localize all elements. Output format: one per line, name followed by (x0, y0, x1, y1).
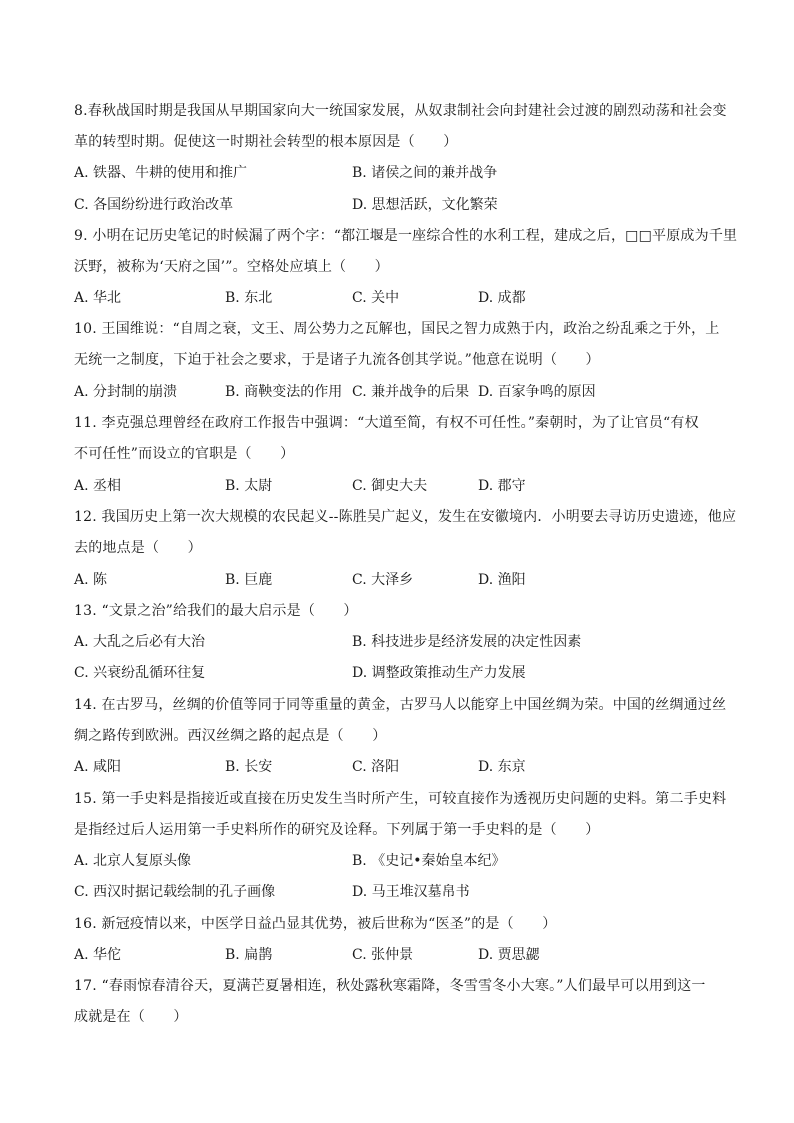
question-10-option-d: D. 百家争鸣的原因 (478, 384, 596, 400)
question-14-stem-line-2: 绸之路传到欧洲。西汉丝绸之路的起点是（ ） (74, 728, 387, 744)
question-11-option-c: C. 御史大夫 (352, 478, 428, 494)
question-11-option-b: B. 太尉 (225, 478, 273, 494)
question-15-option-d: D. 马王堆汉墓帛书 (352, 884, 470, 900)
question-9-option-b: B. 东北 (225, 290, 273, 306)
question-17-stem-line-1: 17. “春雨惊春清谷天，夏满芒夏暑相连，秋处露秋寒霜降，冬雪雪冬小大寒。”人们最早可以用到这一 (74, 978, 706, 994)
question-12-option-a: A. 陈 (74, 572, 108, 588)
question-12-option-d: D. 渔阳 (478, 572, 526, 588)
question-15-option-a: A. 北京人复原头像 (74, 853, 192, 869)
question-16-stem-line-1: 16. 新冠疫情以来，中医学日益凸显其优势，被后世称为“医圣”的是（ ） (74, 916, 557, 932)
question-15-option-c: C. 西汉时据记载绘制的孔子画像 (74, 884, 276, 900)
question-12-option-c: C. 大泽乡 (352, 572, 414, 588)
question-9-stem-line-1: 9. 小明在记历史笔记的时候漏了两个字：“都江堰是一座综合性的水利工程，建成之后，□□平原成为千里 (74, 228, 738, 244)
question-14-option-c: C. 洛阳 (352, 759, 400, 775)
question-12-stem-line-1: 12. 我国历史上第一次大规模的农民起义--陈胜吴广起义，发生在安徽境内．小明要去寻访历史遗迹，他应 (74, 509, 737, 525)
question-8-option-a: A. 铁器、牛耕的使用和推广 (74, 165, 248, 181)
question-11-option-a: A. 丞相 (74, 478, 122, 494)
question-14-option-d: D. 东京 (478, 759, 526, 775)
question-13-option-b: B. 科技进步是经济发展的决定性因素 (352, 634, 582, 650)
question-11-option-d: D. 郡守 (478, 478, 526, 494)
question-9-stem-line-2: 沃野，被称为‘天府之国’”。空格处应填上（ ） (74, 259, 389, 275)
question-10-option-c: C. 兼并战争的后果 (352, 384, 470, 400)
question-15-stem-line-1: 15. 第一手史料是指接近或直接在历史发生当时所产生，可较直接作为透视历史问题的史料。第二手史料 (74, 791, 727, 807)
question-8-option-b: B. 诸侯之间的兼并战争 (352, 165, 498, 181)
question-15-stem-line-2: 是指经过后人运用第一手史料所作的研究及诠释。下列属于第一手史料的是（ ） (74, 822, 600, 838)
question-12-option-b: B. 巨鹿 (225, 572, 273, 588)
question-9-option-c: C. 关中 (352, 290, 400, 306)
question-13-option-c: C. 兴衰纷乱循环往复 (74, 665, 206, 681)
question-12-stem-line-2: 去的地点是（ ） (74, 540, 202, 556)
question-14-option-b: B. 长安 (225, 759, 273, 775)
question-13-stem-line-1: 13. “文景之治”给我们的最大启示是（ ） (74, 603, 358, 619)
question-14-option-a: A. 咸阳 (74, 759, 122, 775)
question-9-option-d: D. 成都 (478, 290, 526, 306)
question-16-option-b: B. 扁鹊 (225, 947, 273, 963)
question-9-option-a: A. 华北 (74, 290, 122, 306)
question-11-stem-line-2: 不可任性”而设立的官职是（ ） (74, 446, 295, 462)
question-8-option-d: D. 思想活跃，文化繁荣 (352, 197, 498, 213)
question-8-stem-line-1: 8.春秋战国时期是我国从早期国家向大一统国家发展，从奴隶制社会向封建社会过渡的剧烈动荡和社会变 (74, 103, 727, 119)
question-8-option-c: C. 各国纷纷进行政治改革 (74, 197, 234, 213)
question-10-stem-line-1: 10. 王国维说：“自周之衰，文王、周公势力之瓦解也，国民之智力成熟于内，政治之纷乱乘之于外，上 (74, 321, 720, 337)
question-15-option-b: B. 《史记•秦始皇本纪》 (352, 853, 506, 869)
question-14-stem-line-1: 14. 在古罗马，丝绸的价值等同于同等重量的黄金，古罗马人以能穿上中国丝绸为荣。中国的丝绸通过丝 (74, 697, 727, 713)
question-16-option-c: C. 张仲景 (352, 947, 414, 963)
question-10-option-b: B. 商鞅变法的作用 (225, 384, 343, 400)
question-17-stem-line-2: 成就是在（ ） (74, 1009, 188, 1025)
question-13-option-d: D. 调整政策推动生产力发展 (352, 665, 526, 681)
question-8-stem-line-2: 革的转型时期。促使这一时期社会转型的根本原因是（ ） (74, 134, 458, 150)
question-16-option-a: A. 华佗 (74, 947, 122, 963)
question-11-stem-line-1: 11. 李克强总理曾经在政府工作报告中强调：“大道至简，有权不可任性。”秦朝时，为了让官员“有权 (74, 415, 699, 431)
question-16-option-d: D. 贾思勰 (478, 947, 540, 963)
question-10-stem-line-2: 无统一之制度，下迫于社会之要求，于是诸子九流各创其学说。”他意在说明（ ） (74, 352, 600, 368)
question-13-option-a: A. 大乱之后必有大治 (74, 634, 206, 650)
question-10-option-a: A. 分封制的崩溃 (74, 384, 178, 400)
